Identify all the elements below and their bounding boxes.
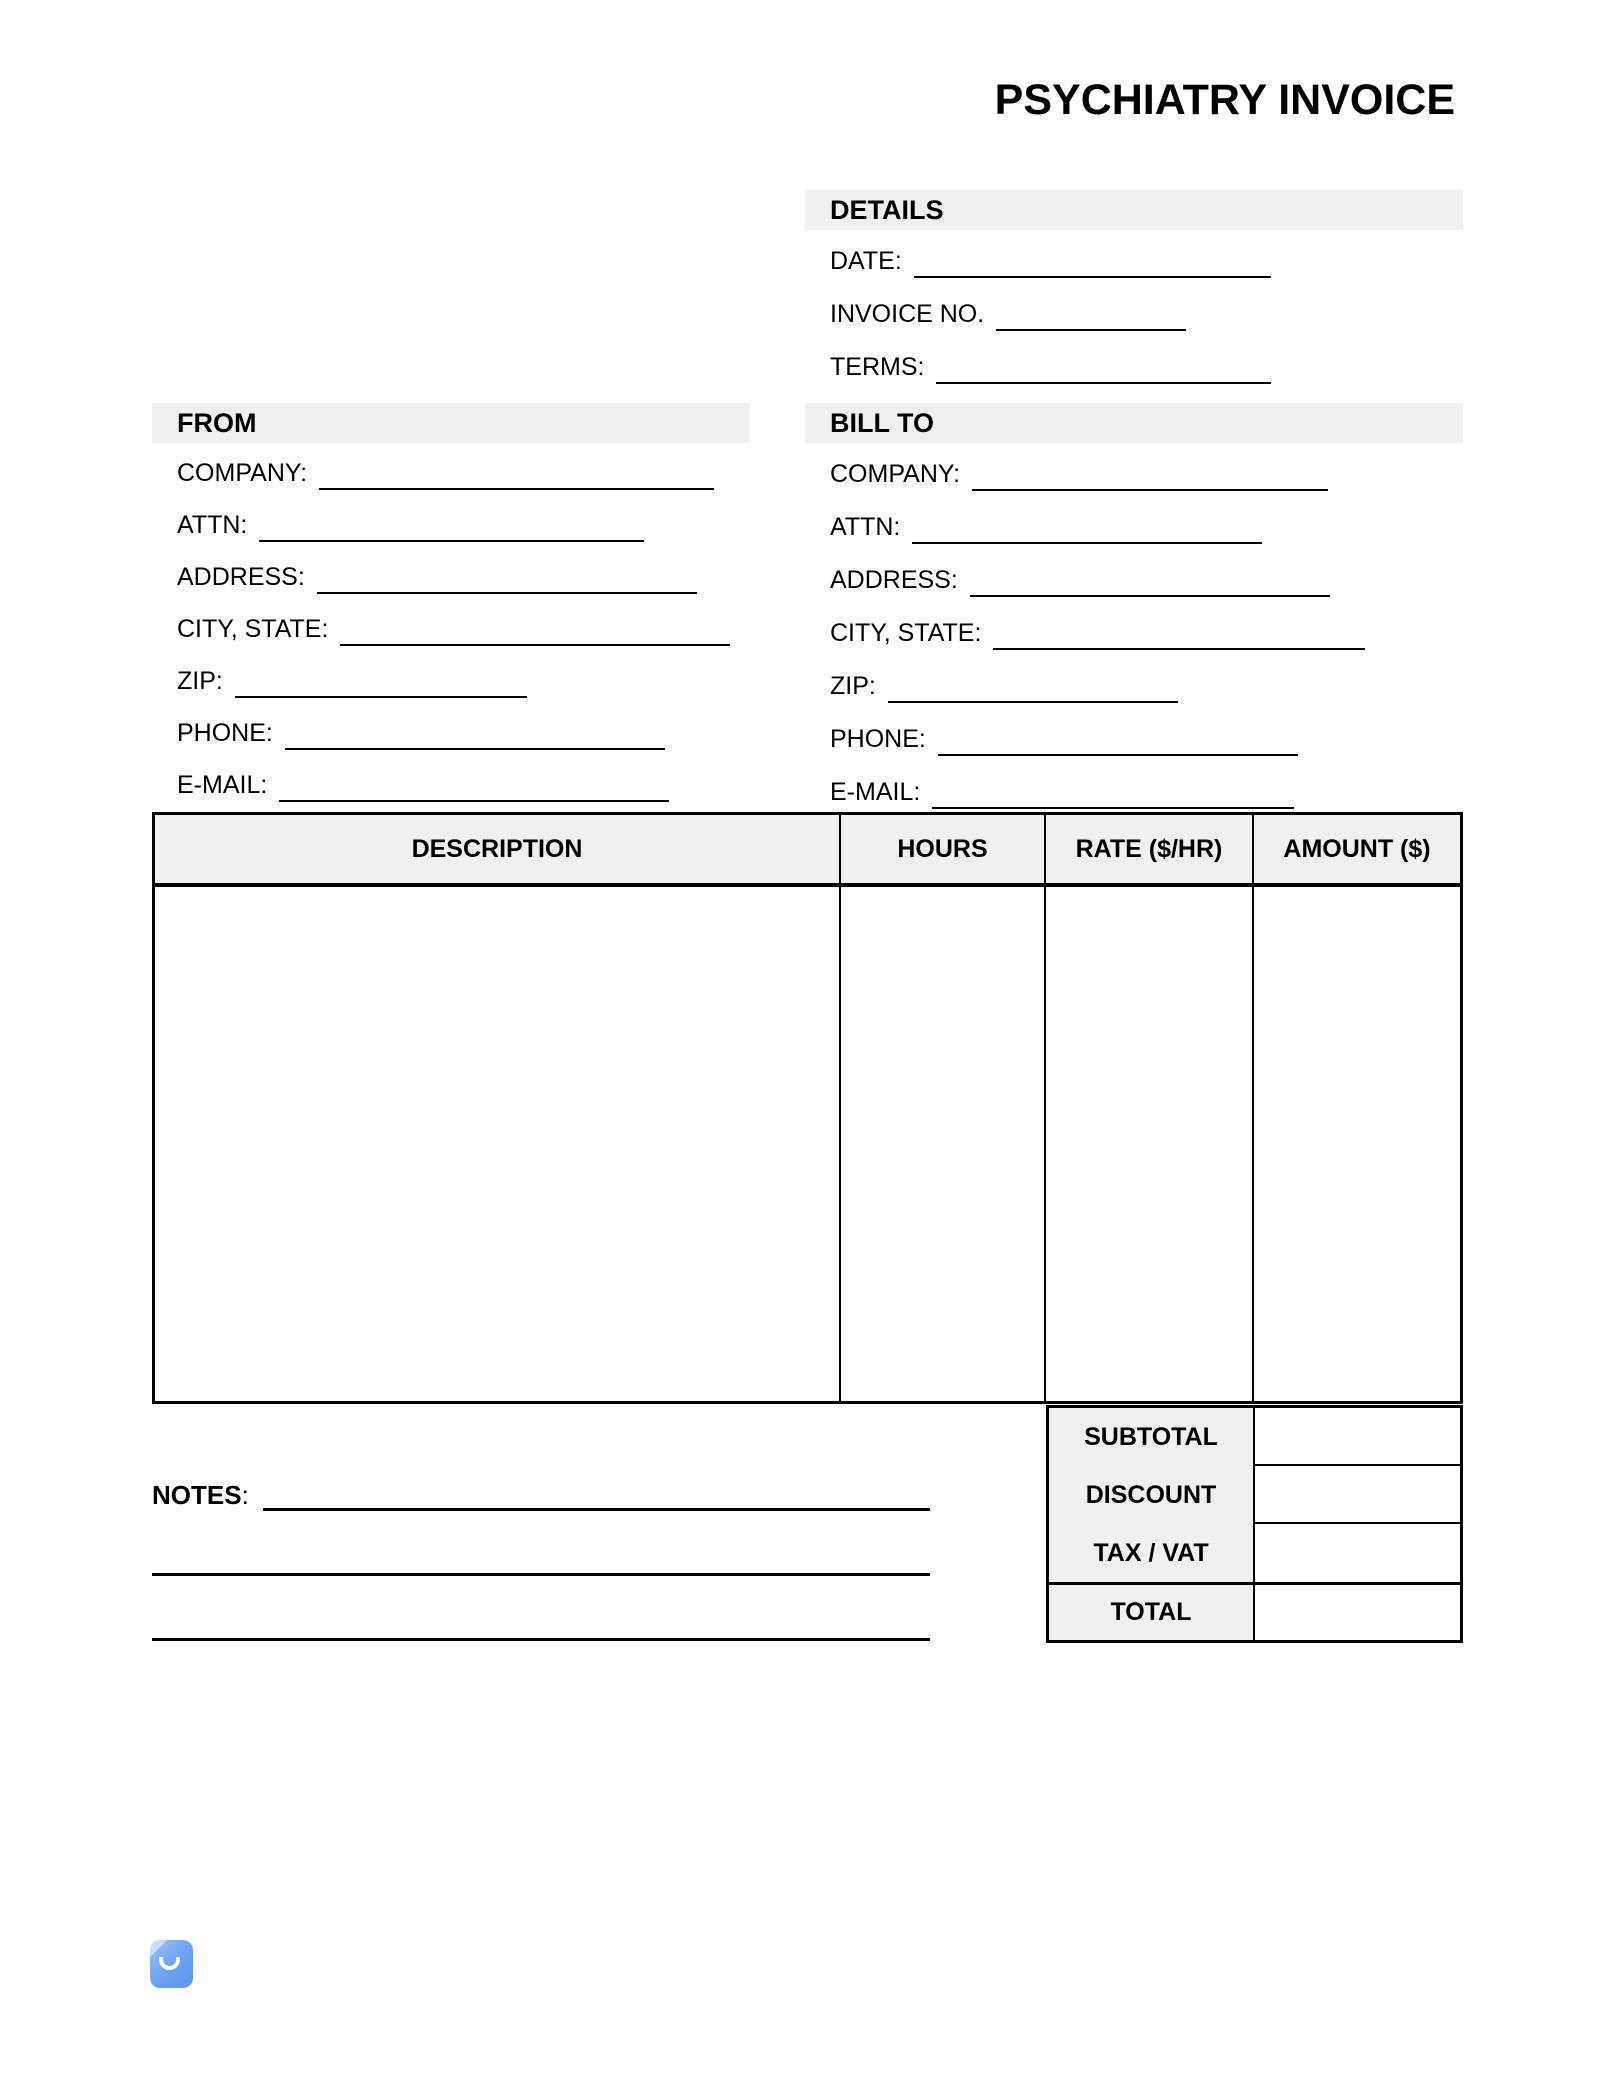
from-phone-row bbox=[152, 703, 750, 755]
notes-line-1[interactable] bbox=[263, 1508, 930, 1511]
subtotal-value-cell[interactable] bbox=[1253, 1408, 1460, 1466]
rate-entry-area[interactable] bbox=[1044, 887, 1252, 1401]
hours-entry-area[interactable] bbox=[839, 887, 1044, 1401]
total-value-cell[interactable] bbox=[1253, 1582, 1460, 1640]
from-address-label: ADDRESS: bbox=[177, 563, 305, 591]
notes-label: NOTES: bbox=[152, 1480, 249, 1510]
details-section bbox=[805, 190, 1463, 389]
col-header-description: DESCRIPTION bbox=[411, 834, 583, 863]
terms-label: TERMS: bbox=[830, 353, 925, 381]
notes-row-2 bbox=[152, 1508, 930, 1573]
description-entry-area[interactable] bbox=[155, 887, 839, 1401]
invoice-no-label: INVOICE NO. bbox=[830, 300, 985, 328]
from-email-field-line[interactable] bbox=[279, 800, 669, 802]
from-address-field-line[interactable] bbox=[317, 592, 697, 594]
notes-section bbox=[152, 1443, 930, 1638]
bill-to-email-label: E-MAIL: bbox=[830, 778, 921, 806]
from-section bbox=[152, 403, 750, 807]
tax-vat-value-cell[interactable] bbox=[1253, 1524, 1460, 1582]
from-company-label: COMPANY: bbox=[177, 459, 308, 487]
bill-to-address-field-line[interactable] bbox=[970, 595, 1330, 597]
from-city-state-field-line[interactable] bbox=[340, 644, 730, 646]
bill-to-attn-label: ATTN: bbox=[830, 513, 901, 541]
bill-to-company-label: COMPANY: bbox=[830, 460, 961, 488]
bill-to-company-row bbox=[805, 443, 1463, 496]
bill-to-email-field-line[interactable] bbox=[932, 807, 1294, 809]
details-header: DETAILS bbox=[805, 190, 1463, 230]
from-header: FROM bbox=[152, 403, 750, 443]
bill-to-company-field-line[interactable] bbox=[972, 489, 1328, 491]
notes-row-3 bbox=[152, 1573, 930, 1638]
notes-line-2[interactable] bbox=[152, 1573, 930, 1576]
bill-to-email-row bbox=[805, 761, 1463, 814]
invoice-no-row bbox=[805, 283, 1463, 336]
from-city-state-row bbox=[152, 599, 750, 651]
from-company-field-line[interactable] bbox=[319, 488, 714, 490]
from-phone-field-line[interactable] bbox=[285, 748, 665, 750]
bill-to-attn-row bbox=[805, 496, 1463, 549]
col-header-amount: AMOUNT ($) bbox=[1252, 815, 1460, 883]
discount-value-cell[interactable] bbox=[1253, 1466, 1460, 1524]
logo-fold-corner-icon bbox=[150, 1940, 167, 1957]
logo-smile-icon bbox=[159, 1957, 180, 1970]
line-items-header-row bbox=[155, 815, 1460, 887]
total-label: TOTAL bbox=[1049, 1582, 1253, 1640]
bill-to-city-state-label: CITY, STATE: bbox=[830, 619, 982, 647]
date-label: DATE: bbox=[830, 247, 902, 275]
bill-to-zip-label: ZIP: bbox=[830, 672, 876, 700]
bill-to-header: BILL TO bbox=[805, 403, 1463, 443]
from-zip-field-line[interactable] bbox=[235, 696, 527, 698]
bill-to-section bbox=[805, 403, 1463, 814]
tax-vat-label: TAX / VAT bbox=[1049, 1524, 1253, 1582]
from-email-label: E-MAIL: bbox=[177, 771, 268, 799]
from-attn-label: ATTN: bbox=[177, 511, 248, 539]
from-zip-row bbox=[152, 651, 750, 703]
line-items-table bbox=[152, 812, 1463, 1404]
bill-to-phone-field-line[interactable] bbox=[938, 754, 1298, 756]
page-title: PSYCHIATRY INVOICE bbox=[994, 76, 1455, 124]
from-attn-field-line[interactable] bbox=[259, 540, 644, 542]
invoice-maker-logo bbox=[150, 1940, 193, 1988]
bill-to-address-row bbox=[805, 549, 1463, 602]
from-address-row bbox=[152, 547, 750, 599]
terms-row bbox=[805, 336, 1463, 389]
line-items-body bbox=[155, 887, 1460, 1401]
bill-to-city-state-field-line[interactable] bbox=[993, 648, 1365, 650]
notes-row-1 bbox=[152, 1443, 930, 1508]
from-email-row bbox=[152, 755, 750, 807]
date-row bbox=[805, 230, 1463, 283]
amount-entry-area[interactable] bbox=[1252, 887, 1460, 1401]
subtotal-label: SUBTOTAL bbox=[1049, 1408, 1253, 1466]
bill-to-phone-label: PHONE: bbox=[830, 725, 926, 753]
bill-to-attn-field-line[interactable] bbox=[912, 542, 1262, 544]
from-company-row bbox=[152, 443, 750, 495]
date-field-line[interactable] bbox=[914, 276, 1271, 278]
notes-line-3[interactable] bbox=[152, 1638, 930, 1641]
from-city-state-label: CITY, STATE: bbox=[177, 615, 329, 643]
bill-to-phone-row bbox=[805, 708, 1463, 761]
col-header-rate: RATE ($/HR) bbox=[1044, 815, 1252, 883]
from-phone-label: PHONE: bbox=[177, 719, 273, 747]
from-attn-row bbox=[152, 495, 750, 547]
bill-to-zip-field-line[interactable] bbox=[888, 701, 1178, 703]
bill-to-address-label: ADDRESS: bbox=[830, 566, 958, 594]
bill-to-zip-row bbox=[805, 655, 1463, 708]
bill-to-city-state-row bbox=[805, 602, 1463, 655]
from-zip-label: ZIP: bbox=[177, 667, 223, 695]
terms-field-line[interactable] bbox=[936, 382, 1271, 384]
col-header-hours: HOURS bbox=[839, 815, 1044, 883]
discount-label: DISCOUNT bbox=[1049, 1466, 1253, 1524]
invoice-no-field-line[interactable] bbox=[996, 329, 1186, 331]
totals-table bbox=[1046, 1405, 1463, 1643]
